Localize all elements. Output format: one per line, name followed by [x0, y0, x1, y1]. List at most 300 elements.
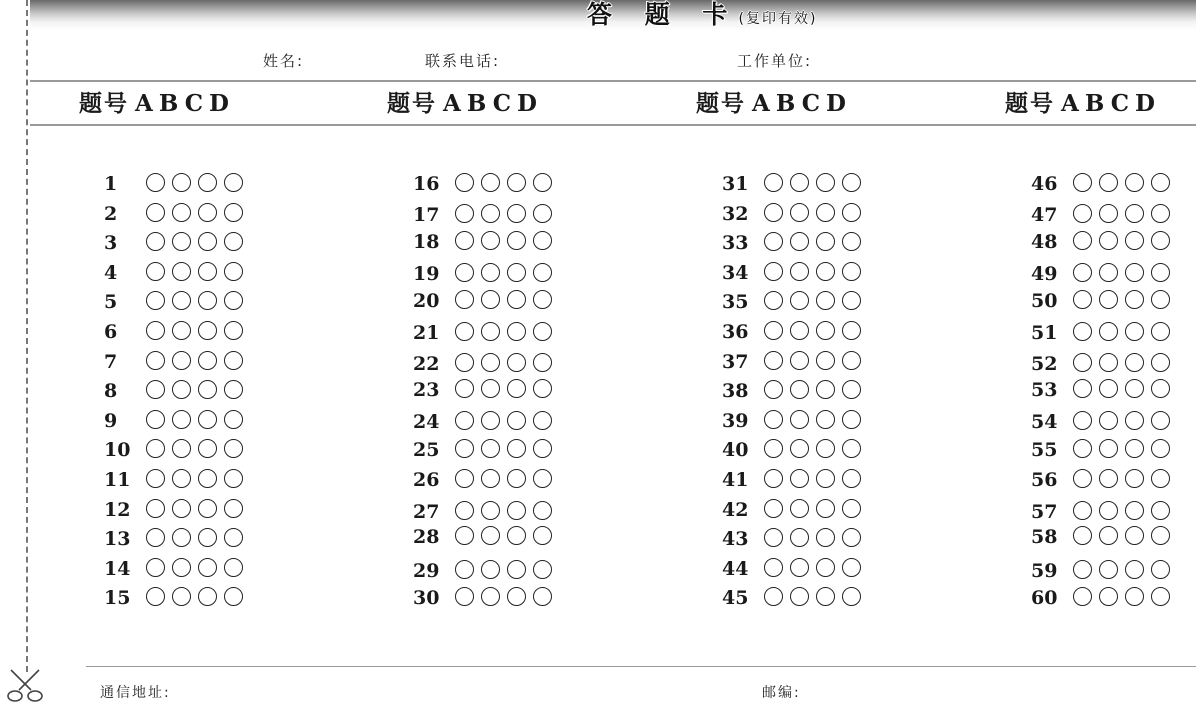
answer-row	[722, 526, 922, 552]
answer-bubble-b[interactable]	[1099, 501, 1118, 520]
question-number: 49	[1031, 263, 1058, 285]
answer-bubble-c[interactable]	[1125, 231, 1144, 250]
answer-row	[722, 497, 922, 523]
answer-bubble-c[interactable]	[198, 439, 217, 458]
answer-bubble-d[interactable]	[1151, 439, 1170, 458]
answer-bubble-d[interactable]	[842, 558, 861, 577]
answer-bubble-c[interactable]	[507, 204, 526, 223]
answer-bubble-c[interactable]	[816, 558, 835, 577]
answer-bubble-a[interactable]	[455, 290, 474, 309]
answer-bubble-b[interactable]	[481, 526, 500, 545]
answer-bubble-c[interactable]	[816, 351, 835, 370]
answer-bubble-c[interactable]	[1125, 379, 1144, 398]
answer-bubble-a[interactable]	[455, 379, 474, 398]
answer-bubble-d[interactable]	[1151, 411, 1170, 430]
answer-bubble-b[interactable]	[1099, 526, 1118, 545]
answer-bubble-d[interactable]	[1151, 501, 1170, 520]
answer-bubble-d[interactable]	[842, 439, 861, 458]
answer-bubble-b[interactable]	[172, 410, 191, 429]
answer-bubble-a[interactable]	[1073, 322, 1092, 341]
answer-bubble-c[interactable]	[1125, 322, 1144, 341]
answer-row	[722, 556, 922, 582]
answer-bubble-c[interactable]	[507, 560, 526, 579]
answer-bubble-b[interactable]	[481, 587, 500, 606]
answer-bubbles	[455, 231, 559, 253]
answer-bubble-d[interactable]	[842, 321, 861, 340]
answer-bubble-b[interactable]	[172, 232, 191, 251]
answer-bubble-b[interactable]	[172, 321, 191, 340]
answer-bubble-a[interactable]	[146, 173, 165, 192]
answer-bubble-a[interactable]	[146, 528, 165, 547]
answer-bubble-a[interactable]	[455, 263, 474, 282]
question-number: 33	[722, 232, 749, 254]
question-number: 8	[104, 380, 118, 402]
answer-bubble-a[interactable]	[146, 439, 165, 458]
answer-bubble-d[interactable]	[533, 322, 552, 341]
question-number: 9	[104, 410, 118, 432]
answer-bubble-a[interactable]	[1073, 379, 1092, 398]
answer-bubble-d[interactable]	[224, 558, 243, 577]
answer-bubble-d[interactable]	[224, 321, 243, 340]
answer-bubble-a[interactable]	[455, 231, 474, 250]
answer-bubble-c[interactable]	[816, 587, 835, 606]
answer-bubble-b[interactable]	[481, 263, 500, 282]
question-number-label: 题号	[1005, 90, 1055, 117]
answer-bubble-c[interactable]	[198, 380, 217, 399]
answer-bubble-d[interactable]	[224, 499, 243, 518]
answer-bubble-a[interactable]	[764, 439, 783, 458]
answer-bubble-c[interactable]	[816, 173, 835, 192]
answer-bubbles	[1073, 353, 1177, 375]
answer-bubble-a[interactable]	[455, 204, 474, 223]
answer-bubble-c[interactable]	[507, 173, 526, 192]
workplace-field-label: 工作单位:	[737, 52, 813, 70]
question-number: 54	[1031, 411, 1058, 433]
answer-bubble-b[interactable]	[172, 469, 191, 488]
answer-bubble-b[interactable]	[481, 379, 500, 398]
answer-bubble-c[interactable]	[1125, 290, 1144, 309]
answer-bubble-b[interactable]	[481, 231, 500, 250]
answer-row	[104, 437, 304, 463]
answer-bubble-d[interactable]	[533, 501, 552, 520]
answer-bubble-d[interactable]	[842, 587, 861, 606]
answer-bubble-d[interactable]	[1151, 560, 1170, 579]
question-number: 51	[1031, 322, 1058, 344]
answer-bubble-a[interactable]	[764, 173, 783, 192]
answer-bubble-b[interactable]	[790, 232, 809, 251]
answer-bubble-b[interactable]	[481, 439, 500, 458]
answer-row	[722, 289, 922, 315]
answer-bubble-a[interactable]	[764, 291, 783, 310]
answer-bubble-c[interactable]	[198, 410, 217, 429]
answer-bubble-b[interactable]	[481, 411, 500, 430]
answer-bubble-a[interactable]	[1073, 439, 1092, 458]
answer-bubble-a[interactable]	[764, 262, 783, 281]
postcode-field-label: 邮编:	[762, 685, 801, 701]
answer-bubble-a[interactable]	[764, 203, 783, 222]
answer-bubble-d[interactable]	[842, 380, 861, 399]
answer-bubble-b[interactable]	[790, 262, 809, 281]
answer-bubble-b[interactable]	[1099, 439, 1118, 458]
answer-bubble-d[interactable]	[224, 410, 243, 429]
answer-bubble-b[interactable]	[1099, 469, 1118, 488]
answer-bubble-c[interactable]	[1125, 526, 1144, 545]
answer-row	[722, 171, 922, 197]
answer-bubble-a[interactable]	[764, 410, 783, 429]
answer-row	[1031, 437, 1196, 463]
answer-bubble-a[interactable]	[764, 232, 783, 251]
answer-bubble-c[interactable]	[198, 232, 217, 251]
answer-bubble-d[interactable]	[533, 587, 552, 606]
answer-bubble-d[interactable]	[533, 439, 552, 458]
answer-bubble-d[interactable]	[842, 410, 861, 429]
answer-row	[413, 499, 613, 525]
answer-bubble-b[interactable]	[1099, 322, 1118, 341]
answer-bubble-a[interactable]	[146, 410, 165, 429]
answer-bubble-c[interactable]	[816, 439, 835, 458]
answer-bubble-d[interactable]	[1151, 587, 1170, 606]
answer-bubble-b[interactable]	[172, 262, 191, 281]
title-text: 答 题 卡	[587, 0, 740, 29]
answer-bubble-c[interactable]	[1125, 411, 1144, 430]
answer-bubble-b[interactable]	[1099, 173, 1118, 192]
answer-bubble-d[interactable]	[1151, 173, 1170, 192]
answer-bubble-b[interactable]	[790, 173, 809, 192]
answer-bubble-d[interactable]	[224, 587, 243, 606]
answer-bubble-c[interactable]	[1125, 263, 1144, 282]
answer-bubble-b[interactable]	[790, 291, 809, 310]
answer-bubble-d[interactable]	[842, 173, 861, 192]
answer-bubble-a[interactable]	[146, 321, 165, 340]
question-number: 56	[1031, 469, 1058, 491]
answer-bubble-b[interactable]	[481, 469, 500, 488]
answer-bubble-c[interactable]	[507, 469, 526, 488]
answer-bubble-d[interactable]	[533, 290, 552, 309]
answer-bubble-a[interactable]	[455, 322, 474, 341]
answer-bubble-a[interactable]	[455, 411, 474, 430]
answer-bubble-a[interactable]	[1073, 469, 1092, 488]
answer-bubble-c[interactable]	[198, 262, 217, 281]
answer-bubble-b[interactable]	[172, 380, 191, 399]
answer-bubble-a[interactable]	[764, 469, 783, 488]
answer-bubble-a[interactable]	[146, 380, 165, 399]
answer-bubble-d[interactable]	[842, 232, 861, 251]
question-number: 1	[104, 173, 118, 195]
answer-bubble-d[interactable]	[1151, 526, 1170, 545]
answer-bubble-d[interactable]	[224, 203, 243, 222]
answer-bubble-b[interactable]	[481, 173, 500, 192]
answer-bubble-d[interactable]	[533, 469, 552, 488]
answer-bubble-c[interactable]	[1125, 439, 1144, 458]
answer-bubble-a[interactable]	[1073, 526, 1092, 545]
question-number: 26	[413, 469, 440, 491]
answer-bubble-c[interactable]	[198, 528, 217, 547]
answer-bubble-d[interactable]	[842, 203, 861, 222]
answer-bubble-c[interactable]	[507, 290, 526, 309]
answer-bubble-a[interactable]	[455, 353, 474, 372]
answer-bubble-b[interactable]	[481, 501, 500, 520]
answer-bubble-a[interactable]	[764, 499, 783, 518]
answer-bubble-c[interactable]	[507, 439, 526, 458]
answer-bubble-b[interactable]	[172, 439, 191, 458]
answer-bubble-c[interactable]	[816, 291, 835, 310]
answer-bubble-a[interactable]	[764, 558, 783, 577]
column-header-1	[79, 88, 235, 120]
answer-bubble-a[interactable]	[764, 380, 783, 399]
answer-bubble-a[interactable]	[146, 291, 165, 310]
answer-bubble-c[interactable]	[816, 203, 835, 222]
answer-bubble-a[interactable]	[1073, 290, 1092, 309]
answer-bubble-b[interactable]	[481, 353, 500, 372]
answer-bubble-c[interactable]	[507, 322, 526, 341]
answer-bubble-b[interactable]	[172, 587, 191, 606]
answer-bubbles	[146, 380, 250, 402]
answer-bubble-c[interactable]	[507, 587, 526, 606]
answer-bubble-c[interactable]	[198, 173, 217, 192]
answer-bubble-c[interactable]	[1125, 173, 1144, 192]
answer-bubble-d[interactable]	[224, 351, 243, 370]
answer-bubble-a[interactable]	[146, 587, 165, 606]
answer-row	[104, 289, 304, 315]
answer-bubble-d[interactable]	[533, 411, 552, 430]
answer-bubble-d[interactable]	[1151, 231, 1170, 250]
answer-bubble-d[interactable]	[842, 351, 861, 370]
question-number: 30	[413, 587, 440, 609]
answer-bubbles	[764, 321, 868, 343]
answer-bubble-a[interactable]	[1073, 263, 1092, 282]
answer-bubble-b[interactable]	[1099, 204, 1118, 223]
question-number: 7	[104, 351, 118, 373]
question-number: 21	[413, 322, 440, 344]
answer-bubbles	[146, 291, 250, 313]
answer-bubble-b[interactable]	[172, 499, 191, 518]
answer-bubble-b[interactable]	[172, 291, 191, 310]
answer-bubble-d[interactable]	[1151, 322, 1170, 341]
answer-bubble-c[interactable]	[507, 263, 526, 282]
answer-bubbles	[146, 587, 250, 609]
answer-bubble-c[interactable]	[1125, 353, 1144, 372]
answer-bubble-a[interactable]	[455, 439, 474, 458]
answer-bubble-c[interactable]	[1125, 204, 1144, 223]
answer-bubble-d[interactable]	[1151, 263, 1170, 282]
answer-bubble-c[interactable]	[198, 351, 217, 370]
answer-bubble-b[interactable]	[481, 290, 500, 309]
answer-bubble-c[interactable]	[507, 411, 526, 430]
answer-bubbles	[146, 558, 250, 580]
answer-bubble-a[interactable]	[146, 558, 165, 577]
answer-bubble-b[interactable]	[1099, 353, 1118, 372]
answer-bubble-a[interactable]	[1073, 353, 1092, 372]
question-number: 20	[413, 290, 440, 312]
answer-bubble-a[interactable]	[146, 469, 165, 488]
answer-bubble-d[interactable]	[1151, 469, 1170, 488]
answer-bubble-a[interactable]	[146, 203, 165, 222]
answer-bubble-a[interactable]	[764, 587, 783, 606]
answer-bubble-c[interactable]	[816, 469, 835, 488]
answer-bubble-c[interactable]	[816, 528, 835, 547]
answer-bubble-a[interactable]	[455, 173, 474, 192]
answer-bubble-c[interactable]	[198, 291, 217, 310]
answer-bubble-a[interactable]	[455, 560, 474, 579]
question-number: 3	[104, 232, 118, 254]
cut-line	[26, 0, 28, 672]
answer-bubble-d[interactable]	[533, 353, 552, 372]
scissors-icon	[3, 668, 47, 704]
answer-bubble-a[interactable]	[1073, 204, 1092, 223]
column-header-4	[1005, 88, 1161, 120]
answer-bubble-a[interactable]	[1073, 173, 1092, 192]
answer-bubble-a[interactable]	[1073, 411, 1092, 430]
answer-bubble-b[interactable]	[1099, 290, 1118, 309]
answer-row	[104, 230, 304, 256]
answer-bubble-b[interactable]	[172, 558, 191, 577]
answer-bubble-b[interactable]	[790, 321, 809, 340]
answer-bubble-d[interactable]	[842, 291, 861, 310]
answer-bubble-a[interactable]	[455, 469, 474, 488]
answer-bubble-c[interactable]	[507, 501, 526, 520]
answer-bubble-d[interactable]	[1151, 290, 1170, 309]
answer-bubble-c[interactable]	[198, 203, 217, 222]
answer-bubble-b[interactable]	[172, 351, 191, 370]
answer-bubble-c[interactable]	[816, 262, 835, 281]
answer-bubble-d[interactable]	[842, 528, 861, 547]
answer-bubble-c[interactable]	[1125, 587, 1144, 606]
answer-bubble-c[interactable]	[507, 379, 526, 398]
answer-bubble-b[interactable]	[790, 558, 809, 577]
answer-bubbles	[455, 411, 559, 433]
answer-bubble-c[interactable]	[198, 469, 217, 488]
answer-bubble-d[interactable]	[1151, 204, 1170, 223]
answer-bubble-b[interactable]	[790, 469, 809, 488]
answer-bubble-d[interactable]	[224, 528, 243, 547]
question-number: 48	[1031, 231, 1058, 253]
answer-bubble-d[interactable]	[224, 291, 243, 310]
answer-row	[1031, 288, 1196, 314]
answer-bubble-c[interactable]	[198, 558, 217, 577]
answer-bubble-b[interactable]	[790, 351, 809, 370]
answer-bubble-b[interactable]	[481, 204, 500, 223]
answer-bubble-d[interactable]	[533, 560, 552, 579]
answer-bubble-a[interactable]	[1073, 231, 1092, 250]
question-number-label: 题号	[387, 90, 437, 117]
answer-bubbles	[764, 380, 868, 402]
answer-bubble-a[interactable]	[1073, 501, 1092, 520]
answer-bubble-d[interactable]	[842, 499, 861, 518]
answer-bubble-c[interactable]	[507, 353, 526, 372]
answer-bubble-b[interactable]	[1099, 263, 1118, 282]
answer-bubble-b[interactable]	[1099, 587, 1118, 606]
answer-bubble-a[interactable]	[146, 499, 165, 518]
answer-bubble-d[interactable]	[533, 231, 552, 250]
answer-bubbles	[764, 232, 868, 254]
answer-bubble-a[interactable]	[455, 501, 474, 520]
answer-bubble-d[interactable]	[1151, 353, 1170, 372]
answer-bubble-d[interactable]	[1151, 379, 1170, 398]
footer-divider	[86, 666, 1196, 667]
answer-bubble-c[interactable]	[507, 231, 526, 250]
answer-bubble-a[interactable]	[455, 526, 474, 545]
answer-bubbles	[1073, 290, 1177, 312]
answer-bubble-c[interactable]	[198, 587, 217, 606]
answer-bubble-c[interactable]	[198, 499, 217, 518]
answer-bubble-c[interactable]	[816, 380, 835, 399]
answer-bubble-c[interactable]	[816, 499, 835, 518]
options-label: ABCD	[752, 90, 852, 117]
answer-bubble-d[interactable]	[224, 232, 243, 251]
answer-bubble-b[interactable]	[1099, 560, 1118, 579]
answer-bubble-d[interactable]	[224, 439, 243, 458]
answer-bubble-b[interactable]	[172, 173, 191, 192]
answer-bubble-d[interactable]	[224, 469, 243, 488]
answer-bubble-b[interactable]	[481, 322, 500, 341]
answer-bubble-c[interactable]	[1125, 560, 1144, 579]
answer-bubble-d[interactable]	[533, 204, 552, 223]
answer-bubble-c[interactable]	[198, 321, 217, 340]
answer-bubble-c[interactable]	[1125, 469, 1144, 488]
answer-bubble-d[interactable]	[224, 380, 243, 399]
question-number: 10	[104, 439, 131, 461]
answer-bubble-b[interactable]	[790, 203, 809, 222]
answer-bubble-a[interactable]	[455, 587, 474, 606]
answer-bubble-a[interactable]	[146, 232, 165, 251]
answer-bubble-b[interactable]	[1099, 379, 1118, 398]
answer-bubble-a[interactable]	[1073, 587, 1092, 606]
answer-bubble-b[interactable]	[481, 560, 500, 579]
answer-bubbles	[764, 499, 868, 521]
answer-bubble-d[interactable]	[842, 262, 861, 281]
answer-bubble-d[interactable]	[533, 173, 552, 192]
answer-row	[104, 260, 304, 286]
answer-bubble-d[interactable]	[533, 526, 552, 545]
answer-bubble-d[interactable]	[842, 469, 861, 488]
answer-bubble-d[interactable]	[224, 173, 243, 192]
answer-row	[413, 585, 613, 611]
answer-bubble-c[interactable]	[507, 526, 526, 545]
answer-bubble-c[interactable]	[816, 232, 835, 251]
answer-bubble-b[interactable]	[790, 410, 809, 429]
question-number: 6	[104, 321, 118, 343]
answer-bubble-d[interactable]	[224, 262, 243, 281]
answer-row	[104, 408, 304, 434]
answer-bubbles	[455, 439, 559, 461]
answer-bubble-b[interactable]	[790, 439, 809, 458]
question-number: 27	[413, 501, 440, 523]
answer-bubble-b[interactable]	[790, 587, 809, 606]
answer-bubble-a[interactable]	[764, 321, 783, 340]
answer-bubble-b[interactable]	[790, 528, 809, 547]
question-number: 44	[722, 558, 749, 580]
answer-bubble-b[interactable]	[172, 528, 191, 547]
answer-bubble-b[interactable]	[1099, 231, 1118, 250]
answer-bubble-d[interactable]	[533, 379, 552, 398]
answer-bubble-c[interactable]	[1125, 501, 1144, 520]
answer-row	[413, 171, 613, 197]
answer-bubble-a[interactable]	[1073, 560, 1092, 579]
answer-bubble-a[interactable]	[146, 351, 165, 370]
answer-bubble-a[interactable]	[764, 351, 783, 370]
answer-bubble-a[interactable]	[146, 262, 165, 281]
answer-bubble-b[interactable]	[790, 380, 809, 399]
answer-bubbles	[1073, 526, 1177, 548]
answer-bubble-b[interactable]	[172, 203, 191, 222]
answer-bubble-b[interactable]	[1099, 411, 1118, 430]
answer-bubble-a[interactable]	[764, 528, 783, 547]
answer-bubble-d[interactable]	[533, 263, 552, 282]
answer-row	[104, 378, 304, 404]
answer-bubble-c[interactable]	[816, 410, 835, 429]
answer-bubble-b[interactable]	[790, 499, 809, 518]
answer-bubble-c[interactable]	[816, 321, 835, 340]
